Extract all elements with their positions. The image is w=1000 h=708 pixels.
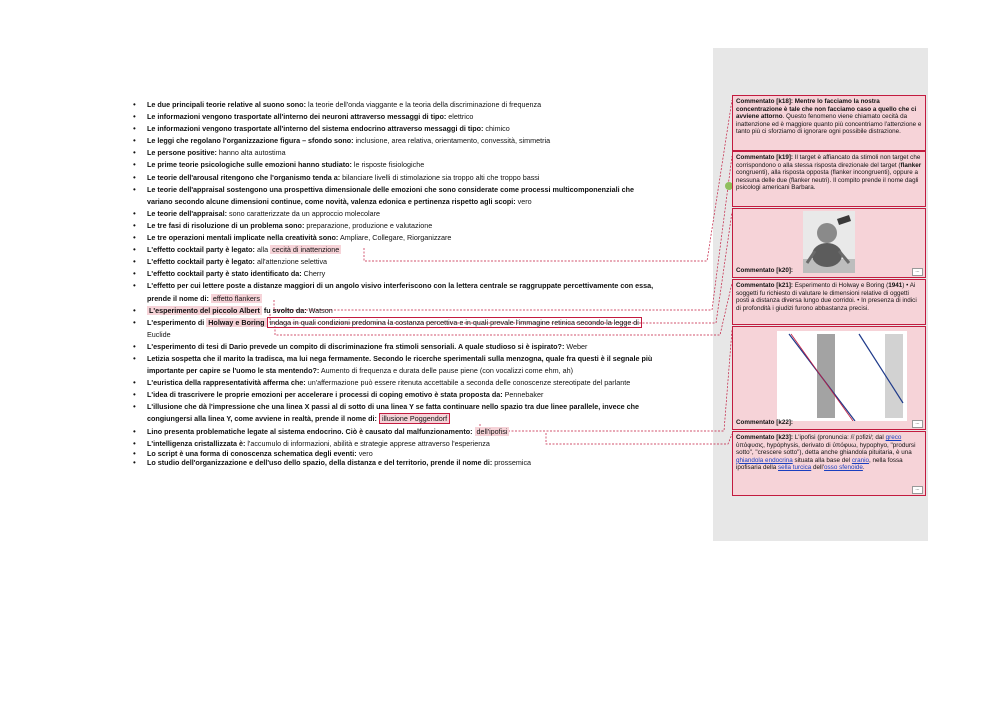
- list-item: • Le tre operazioni mentali implicate nella creatività sono: Ampliare, Collegare, Riorganizzare: [133, 232, 708, 244]
- comment-anchor-k20[interactable]: L'esperimento del piccolo Albert: [149, 305, 260, 315]
- list-item: • L'intelligenza cristallizzata è: l'accumulo di informazioni, abilità e strategie apprese attraverso l'esperienza: [133, 438, 708, 450]
- comment-anchor-k22[interactable]: illusione Poggendorf: [379, 413, 450, 424]
- list-item: • L'idea di trascrivere le proprie emozioni per accelerare i processi di coping emotivo è stata proposta da: Pennebaker: [133, 389, 708, 401]
- link-cranio[interactable]: cranio: [851, 456, 870, 464]
- list-item: • L'illusione che dà l'impressione che una linea X passi al di sotto di una linea Y se fatta continuare nello spazio tra due linee parallele, invece che congiungersi alla linea Y, come avviene in realtà, prende il nome di: illusione Poggendorf: [133, 401, 708, 425]
- comment-k23[interactable]: Commentato [k23]: L'ipofisi (pronuncia: /iˈpɔfizi/; dal greco ὑπόφυσις, hypóphysis, derivato di ὑπόφυω, hypophyo, "prodursi sotto", "crescere sotto"), detta anche ghiandola pituitaria, è una ghiandola endocrina situata alla base del cranio, nella fossa ipofisaria della sella turcica dell'osso sfenoide. ...: [732, 431, 926, 496]
- list-item: • Le persone positive: hanno alta autostima: [133, 147, 708, 159]
- list-item: • L'esperimento di tesi di Dario prevede un compito di discriminazione fra stimoli sensoriali. A quale studioso si è ispirato?: Weber: [133, 341, 708, 353]
- comment-k22[interactable]: Commentato [k22]: ...: [732, 326, 926, 430]
- list-item: • L'effetto cocktail party è stato identificato da: Cherry: [133, 268, 708, 280]
- comment-anchor-k18[interactable]: cecità di inattenzione: [272, 245, 340, 255]
- link-greco[interactable]: greco: [885, 434, 902, 441]
- list-item: • L'effetto cocktail party è legato: all'attenzione selettiva: [133, 256, 708, 268]
- baby-photo-image: [803, 211, 855, 273]
- comment-k20[interactable]: Commentato [k20]: ...: [732, 208, 926, 278]
- list-item: • L'effetto per cui lettere poste a distanze maggiori di un angolo visivo interferiscono con la lettera centrale se raggruppate percettivamente con essa, prende il nome di: effetto flankers: [133, 280, 708, 304]
- more-options-button[interactable]: ...: [912, 420, 923, 428]
- more-options-button[interactable]: ...: [912, 486, 923, 494]
- comment-anchor-k19[interactable]: effetto flankers: [212, 293, 260, 303]
- list-item: • Le due principali teorie relative al suono sono: la teorie dell'onda viaggante e la teoria della discriminazione di frequenza: [133, 99, 708, 111]
- question-list: [133, 99, 708, 469]
- boxed-answer: indaga in quali condizioni predomina la costanza percettiva e in quali prevale l'immagine retinica secondo la legge di: [267, 317, 642, 328]
- link-sella-turcica[interactable]: sella turcica: [778, 464, 812, 472]
- list-item: • Le informazioni vengono trasportate all'interno dei neuroni attraverso messaggi di tipo: elettrico: [133, 111, 708, 123]
- list-item: • Le leggi che regolano l'organizzazione figura – sfondo sono: inclusione, area relativa, orientamento, convessità, simmetria: [133, 135, 708, 147]
- comment-k19[interactable]: Commentato [k19]: Il target è affiancato da stimoli non target che corrispondono o alla stessa risposta direzionale del target (flanker congruenti), alla risposta opposta (flanker incongruenti), oppure a nessuna delle due (flanker neutri). Il compito prende il nome dagli psicologi americani Barbara.: [732, 151, 926, 207]
- comment-k21[interactable]: Commentato [k21]: Esperimento di Holway e Boring (1941) • Ai soggetti fu richiesto di valutare le dimensioni relative di oggetti posti a distanza diversa lungo due corridoi. • In presenza di indici di profondità i giudizi furono abbastanza precisi.: [732, 279, 926, 325]
- list-item: • Le teorie dell'arousal ritengono che l'organismo tenda a: bilanciare livelli di stimolazione sia troppo alti che troppo bassi: [133, 172, 708, 184]
- more-options-button[interactable]: ...: [912, 268, 923, 276]
- list-item: • Le prime teorie psicologiche sulle emozioni hanno studiato: le risposte fisiologiche: [133, 159, 708, 171]
- list-item: • L'effetto cocktail party è legato: alla cecità di inattenzione: [133, 244, 708, 256]
- list-item: • L'euristica della rappresentatività afferma che: un'affermazione può essere ritenuta accettabile a seconda delle conoscenze stereotipate del parlante: [133, 377, 708, 389]
- comment-k18[interactable]: Commentato [k18]: Mentre lo facciamo la nostra concentrazione è tale che non facciamo caso a quello che ci avviene attorno. Questo fenomeno viene chiamato cecità da inattenzione ed è maggiore quanto più concentriamo l'attenzione e tanto più ci sforziamo di ignorare ogni possibile distrazione.: [732, 95, 926, 151]
- list-item: • Lino presenta problematiche legate al sistema endocrino. Ciò è causato dal malfunzionamento: dell'ipofisi: [133, 426, 708, 438]
- comment-anchor-k21[interactable]: Holway e Boring: [208, 317, 265, 327]
- link-ghiandola-endocrina[interactable]: ghiandola endocrina: [736, 456, 793, 464]
- link-osso-sfenoide[interactable]: osso sfenoide: [824, 464, 863, 472]
- list-item: • Lo script è una forma di conoscenza schematica degli eventi: vero: [133, 450, 708, 457]
- list-item: • Le teorie dell'appraisal: sono caratterizzate da un approccio molecolare: [133, 208, 708, 220]
- list-item: • L'esperimento di Holway e Boring indaga in quali condizioni predomina la costanza percettiva e in quali prevale l'immagine retinica secondo la legge di Euclide: [133, 317, 708, 341]
- poggendorf-illusion-image: [777, 331, 907, 421]
- list-item: • Le tre fasi di risoluzione di un problema sono: preparazione, produzione e valutazione: [133, 220, 708, 232]
- list-item: • Lo studio dell'organizzazione e dell'uso dello spazio, della distanza e del territorio, prende il nome di: prossemica: [133, 457, 708, 469]
- list-item: • Le informazioni vengono trasportate all'interno del sistema endocrino attraverso messaggi di tipo: chimico: [133, 123, 708, 135]
- list-item: • Le teorie dell'appraisal sostengono una prospettiva dimensionale delle emozioni che sono considerate come processi multicomponenziali che variano secondo alcune dimensioni continue, come novità, valenza edonica e pertinenza rispetto agli scopi: vero: [133, 184, 708, 208]
- comment-anchor-k23[interactable]: dell'ipofisi: [476, 426, 508, 436]
- list-item: • L'esperimento del piccolo Albert fu svolto da: Watson: [133, 305, 708, 317]
- list-item: • Letizia sospetta che il marito la tradisca, ma lui nega fermamente. Secondo le ricerche sperimentali sulla menzogna, quale fra questi è il segnale più importante per capire se l'uomo le sta mentendo?: Aumento di frequenza e durata delle pause piene (con vocalizzi come ehm, ah): [133, 353, 708, 377]
